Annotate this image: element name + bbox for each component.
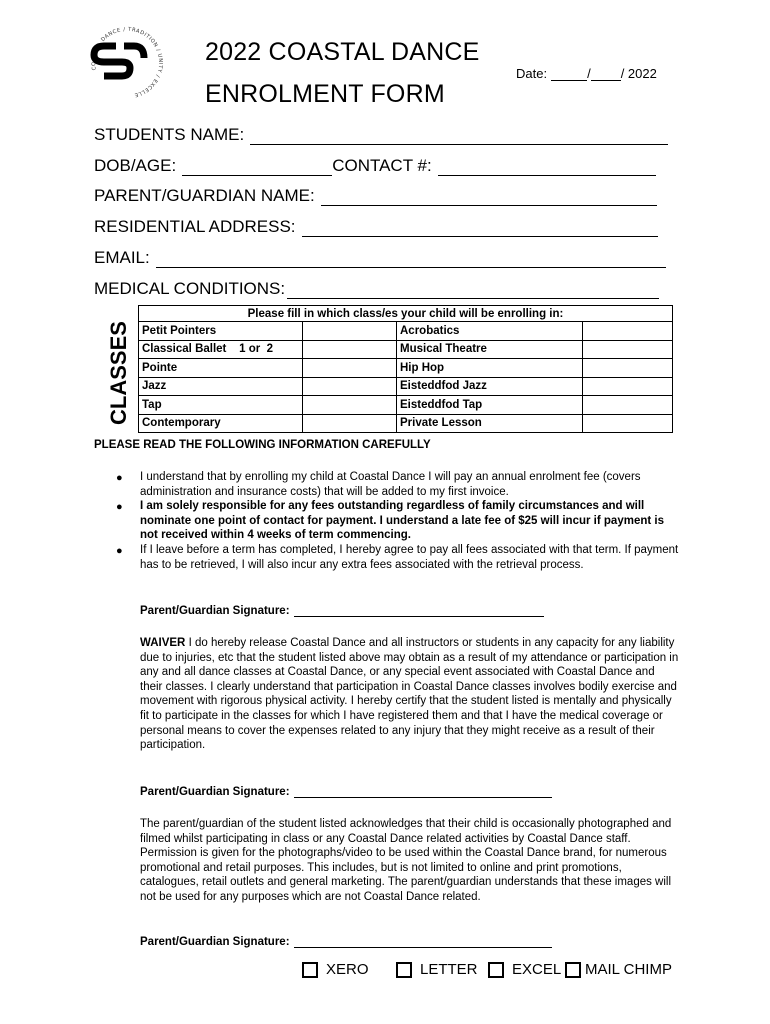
classes-section [96, 305, 676, 435]
xero-label: XERO [326, 961, 369, 978]
bullet-dot: ● [116, 545, 123, 557]
class-checkbox-cell[interactable] [583, 322, 673, 341]
terms-bullet-3: If I leave before a term has completed, I hereby agree to pay all fees associated with that term. If payment has to be retrieved, I will also incur any extra fees associated with the retrieval process. [140, 544, 679, 571]
student-name-label: STUDENTS NAME: [94, 125, 245, 144]
address-line [302, 222, 658, 237]
letter-checkbox[interactable] [396, 961, 478, 978]
date-field[interactable] [516, 66, 657, 81]
email-label: EMAIL: [94, 248, 150, 267]
terms-bullet-2: I am solely responsible for any fees outstanding regardless of family circumstances and will nominate one point of contact for payment. I understand a late fee of $25 will incur if payment is not received within 4 weeks of term commencing. [140, 500, 664, 542]
class-name: Eisteddfod Tap [397, 396, 583, 415]
table-row [139, 414, 673, 433]
mailchimp-checkbox[interactable] [565, 961, 672, 978]
student-name-field[interactable] [94, 125, 668, 145]
dob-age-line [182, 161, 332, 176]
mailchimp-label: MAIL CHIMP [585, 961, 672, 978]
table-row [139, 322, 673, 341]
form-title-line1: 2022 COASTAL DANCE [205, 38, 480, 66]
signature-line [294, 787, 552, 798]
class-checkbox-cell[interactable] [583, 359, 673, 378]
date-year: / 2022 [620, 66, 657, 81]
form-title-line2: ENROLMENT FORM [205, 80, 445, 108]
photo-permission-paragraph: The parent/guardian of the student listed acknowledges that their child is occasionally photographed and filmed whilst participating in class or any Coastal Dance related activities by Coastal Dance staff. Permission is given for the photographs/video to be used within the Coastal Dance brand, for numerous promotional and retail purposes. This includes, but is not limited to online and print promotions, catalogues, retail outlets and general marketing. The parent/guardian understands that these images will not be used for any purposes which are not Coastal Dance related. [140, 818, 672, 903]
logo-arc-text: COASTAL DANCE / TRADITION / UNITY / EXCELLE [91, 26, 164, 98]
table-row [139, 359, 673, 378]
guardian-name-label: PARENT/GUARDIAN NAME: [94, 186, 315, 205]
date-month-line [591, 69, 621, 81]
checkbox-icon [396, 962, 412, 978]
date-separator: / [587, 66, 591, 81]
class-name: Pointe [139, 359, 303, 378]
class-checkbox-cell[interactable] [303, 396, 397, 415]
signature-line [294, 606, 544, 617]
address-field[interactable] [94, 217, 658, 237]
signature-label: Parent/Guardian Signature: [140, 936, 290, 948]
class-checkbox-cell[interactable] [583, 377, 673, 396]
table-row [139, 340, 673, 359]
coastal-dance-logo [82, 18, 168, 104]
guardian-name-field[interactable] [94, 186, 657, 206]
table-row [139, 377, 673, 396]
date-day-line [551, 69, 587, 81]
class-name: Hip Hop [397, 359, 583, 378]
class-name: Tap [139, 396, 303, 415]
email-field[interactable] [94, 248, 666, 268]
class-name: Eisteddfod Jazz [397, 377, 583, 396]
contact-line [438, 161, 656, 176]
excel-checkbox[interactable] [488, 961, 561, 978]
signature-line [294, 937, 552, 948]
class-checkbox-cell[interactable] [303, 414, 397, 433]
terms-bullet-1: I understand that by enrolling my child at Coastal Dance I will pay an annual enrolment fee (covers administration and insurance costs) that will be added to my first invoice. [140, 471, 641, 498]
dob-age-label: DOB/AGE: [94, 156, 177, 175]
checkbox-icon [302, 962, 318, 978]
address-label: RESIDENTIAL ADDRESS: [94, 217, 296, 236]
waiver-label: WAIVER [140, 637, 186, 649]
classes-table [138, 305, 673, 433]
classes-heading: Please fill in which class/es your child will be enrolling in: [139, 306, 673, 322]
student-name-line [250, 130, 668, 145]
svg-text:CLASSES: CLASSES [106, 321, 131, 425]
dob-contact-row[interactable] [94, 156, 656, 176]
read-carefully-heading: PLEASE READ THE FOLLOWING INFORMATION CAREFULLY [94, 439, 431, 451]
medical-conditions-field[interactable] [94, 279, 659, 299]
class-checkbox-cell[interactable] [303, 377, 397, 396]
class-name: Classical Ballet 1 or 2 [139, 340, 303, 359]
checkbox-icon [565, 962, 581, 978]
class-checkbox-cell[interactable] [303, 359, 397, 378]
signature-field-2[interactable] [140, 786, 552, 798]
checkbox-icon [488, 962, 504, 978]
excel-label: EXCEL [512, 961, 562, 978]
class-name: Private Lesson [397, 414, 583, 433]
contact-label: CONTACT #: [332, 156, 432, 175]
class-name: Jazz [139, 377, 303, 396]
class-name: Acrobatics [397, 322, 583, 341]
class-name: Contemporary [139, 414, 303, 433]
bullet-dot: ● [116, 501, 123, 513]
class-checkbox-cell[interactable] [303, 340, 397, 359]
signature-label: Parent/Guardian Signature: [140, 605, 290, 617]
signature-field-3[interactable] [140, 936, 552, 948]
class-checkbox-cell[interactable] [583, 340, 673, 359]
class-name: Petit Pointers [139, 322, 303, 341]
class-name: Musical Theatre [397, 340, 583, 359]
xero-checkbox[interactable] [302, 961, 369, 978]
date-label: Date: [516, 66, 548, 81]
class-checkbox-cell[interactable] [303, 322, 397, 341]
waiver-paragraph [140, 636, 680, 753]
signature-label: Parent/Guardian Signature: [140, 786, 290, 798]
letter-label: LETTER [420, 961, 478, 978]
classes-side-label [96, 305, 138, 435]
medical-conditions-label: MEDICAL CONDITIONS: [94, 279, 286, 298]
email-line [156, 253, 666, 268]
waiver-text: I do hereby release Coastal Dance and all instructors or students in any capacity for any liability due to injuries, etc that the student listed above may obtain as a result of my attendance or participation in any and all dance classes at Coastal Dance, or any special event associated with Coastal Dance and their classes. I clearly understand that participation in Coastal Dance classes involves bodily exercise and movement with rigorous physical activity. I hereby certify that the student listed is mentally and physically fit to participate in the classes for which I have registered them and that I have the medical coverage or personal means to cover the expenses related to any injury that they might receive as a result of their participation. [140, 637, 679, 752]
table-row [139, 396, 673, 415]
class-checkbox-cell[interactable] [583, 396, 673, 415]
bullet-dot: ● [116, 472, 123, 484]
guardian-name-line [321, 191, 657, 206]
medical-conditions-line [287, 284, 659, 299]
class-checkbox-cell[interactable] [583, 414, 673, 433]
signature-field-1[interactable] [140, 605, 544, 617]
